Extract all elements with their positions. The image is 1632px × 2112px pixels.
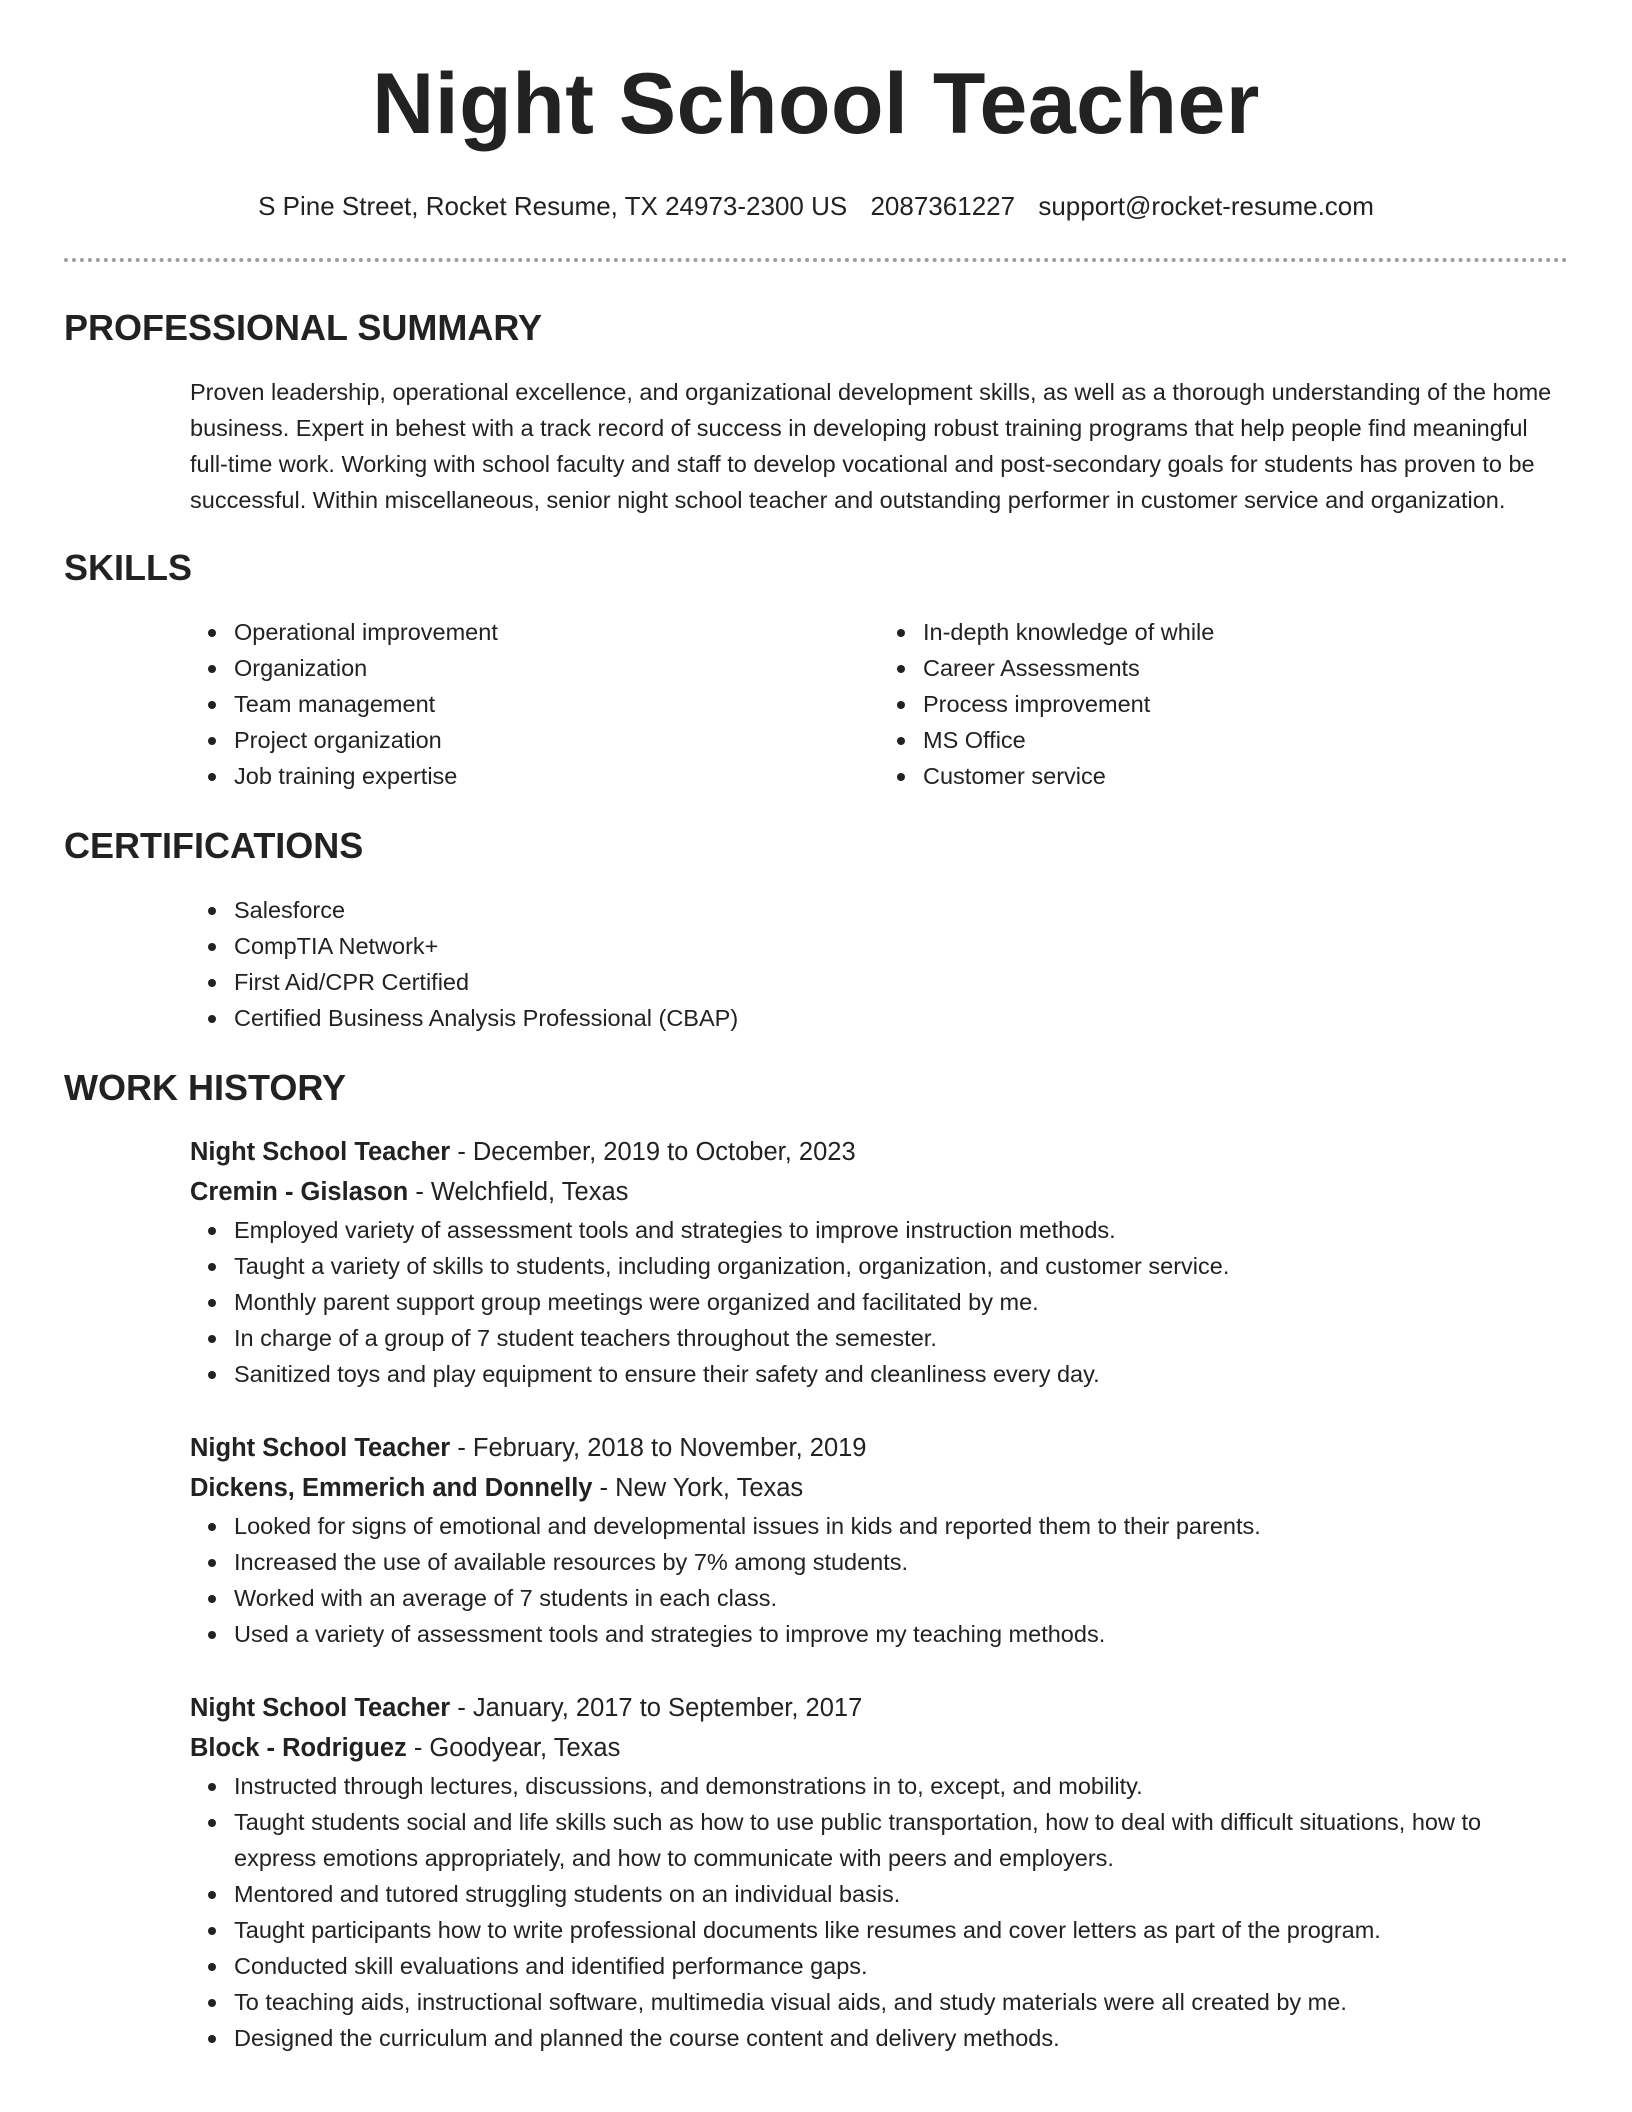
skill-item: Career Assessments	[923, 650, 1568, 686]
job-role: Night School Teacher	[190, 1138, 451, 1166]
duty-item: Increased the use of available resources by 7% among students.	[234, 1544, 1568, 1580]
job-entry	[64, 1428, 1568, 1652]
job-company-line	[190, 1468, 1568, 1508]
skills-heading: SKILLS	[64, 547, 193, 588]
job-location: - Goodyear, Texas	[406, 1734, 621, 1762]
job-dates: - January, 2017 to September, 2017	[450, 1694, 863, 1722]
work-history-heading: WORK HISTORY	[64, 1067, 347, 1108]
job-company-line	[190, 1172, 1568, 1212]
skill-item: Project organization	[234, 722, 879, 758]
header-divider	[64, 258, 1568, 262]
skills-list-right	[879, 614, 1568, 794]
job-title-line	[190, 1428, 1568, 1468]
contact-phone: 2087361227	[870, 191, 1016, 221]
job-company: Block - Rodriguez	[190, 1734, 407, 1762]
skill-item: Job training expertise	[234, 758, 879, 794]
job-location: - New York, Texas	[592, 1474, 804, 1502]
contact-address: S Pine Street, Rocket Resume, TX 24973-2300 US	[258, 191, 848, 221]
duty-item: Conducted skill evaluations and identified performance gaps.	[234, 1948, 1568, 1984]
job-company-line	[190, 1728, 1568, 1768]
contact-line	[64, 190, 1568, 222]
duty-item: Taught a variety of skills to students, including organization, organization, and customer service.	[234, 1248, 1568, 1284]
job-company: Cremin - Gislason	[190, 1178, 409, 1206]
duty-item: Taught students social and life skills such as how to use public transportation, how to deal with difficult situations, how to express emotions appropriately, and how to communicate with peers and employers.	[234, 1804, 1568, 1876]
skill-item: Customer service	[923, 758, 1568, 794]
skill-item: Team management	[234, 686, 879, 722]
duty-item: Designed the curriculum and planned the course content and delivery methods.	[234, 2020, 1568, 2056]
duty-item: Worked with an average of 7 students in each class.	[234, 1580, 1568, 1616]
job-dates: - February, 2018 to November, 2019	[450, 1434, 867, 1462]
summary-text: Proven leadership, operational excellence, and organizational development skills, as well as a thorough understanding of the home business. Expert in behest with a track record of success in developing robust training programs that help people find meaningful full-time work. Working with school faculty and staff to develop vocational and post-secondary goals for students has proven to be successful. Within miscellaneous, senior night school teacher and outstanding performer in customer service and organization.	[190, 379, 1552, 513]
skills-grid	[64, 614, 1568, 794]
skill-item: In-depth knowledge of while	[923, 614, 1568, 650]
resume-name: Night School Teacher	[372, 56, 1260, 152]
certification-item: CompTIA Network+	[234, 928, 1568, 964]
job-entry	[64, 1132, 1568, 1392]
job-role: Night School Teacher	[190, 1694, 451, 1722]
certifications-list	[190, 892, 1568, 1036]
duty-item: Employed variety of assessment tools and strategies to improve instruction methods.	[234, 1212, 1568, 1248]
duty-item: Monthly parent support group meetings were organized and facilitated by me.	[234, 1284, 1568, 1320]
job-duties-list	[190, 1768, 1568, 2056]
job-duties-list	[190, 1508, 1568, 1652]
skill-item: Organization	[234, 650, 879, 686]
skill-item: Process improvement	[923, 686, 1568, 722]
duty-item: In charge of a group of 7 student teachers throughout the semester.	[234, 1320, 1568, 1356]
job-dates: - December, 2019 to October, 2023	[450, 1138, 856, 1166]
skill-item: MS Office	[923, 722, 1568, 758]
job-title-line	[190, 1688, 1568, 1728]
duty-item: Looked for signs of emotional and developmental issues in kids and reported them to their parents.	[234, 1508, 1568, 1544]
duty-item: Instructed through lectures, discussions, and demonstrations in to, except, and mobility.	[234, 1768, 1568, 1804]
contact-email: support@rocket-resume.com	[1038, 191, 1374, 221]
summary-heading: PROFESSIONAL SUMMARY	[64, 307, 543, 348]
duty-item: Sanitized toys and play equipment to ensure their safety and cleanliness every day.	[234, 1356, 1568, 1392]
duty-item: Taught participants how to write professional documents like resumes and cover letters as part of the program.	[234, 1912, 1568, 1948]
certification-item: Certified Business Analysis Professional (CBAP)	[234, 1000, 1568, 1036]
job-entry	[64, 1688, 1568, 2056]
skills-list-left	[190, 614, 879, 794]
job-role: Night School Teacher	[190, 1434, 451, 1462]
certification-item: First Aid/CPR Certified	[234, 964, 1568, 1000]
duty-item: To teaching aids, instructional software, multimedia visual aids, and study materials were all created by me.	[234, 1984, 1568, 2020]
skill-item: Operational improvement	[234, 614, 879, 650]
duty-item: Used a variety of assessment tools and strategies to improve my teaching methods.	[234, 1616, 1568, 1652]
duty-item: Mentored and tutored struggling students on an individual basis.	[234, 1876, 1568, 1912]
job-duties-list	[190, 1212, 1568, 1392]
certifications-block	[64, 892, 1568, 1036]
certification-item: Salesforce	[234, 892, 1568, 928]
job-location: - Welchfield, Texas	[408, 1178, 629, 1206]
job-company: Dickens, Emmerich and Donnelly	[190, 1474, 593, 1502]
certifications-heading: CERTIFICATIONS	[64, 825, 364, 866]
job-title-line	[190, 1132, 1568, 1172]
